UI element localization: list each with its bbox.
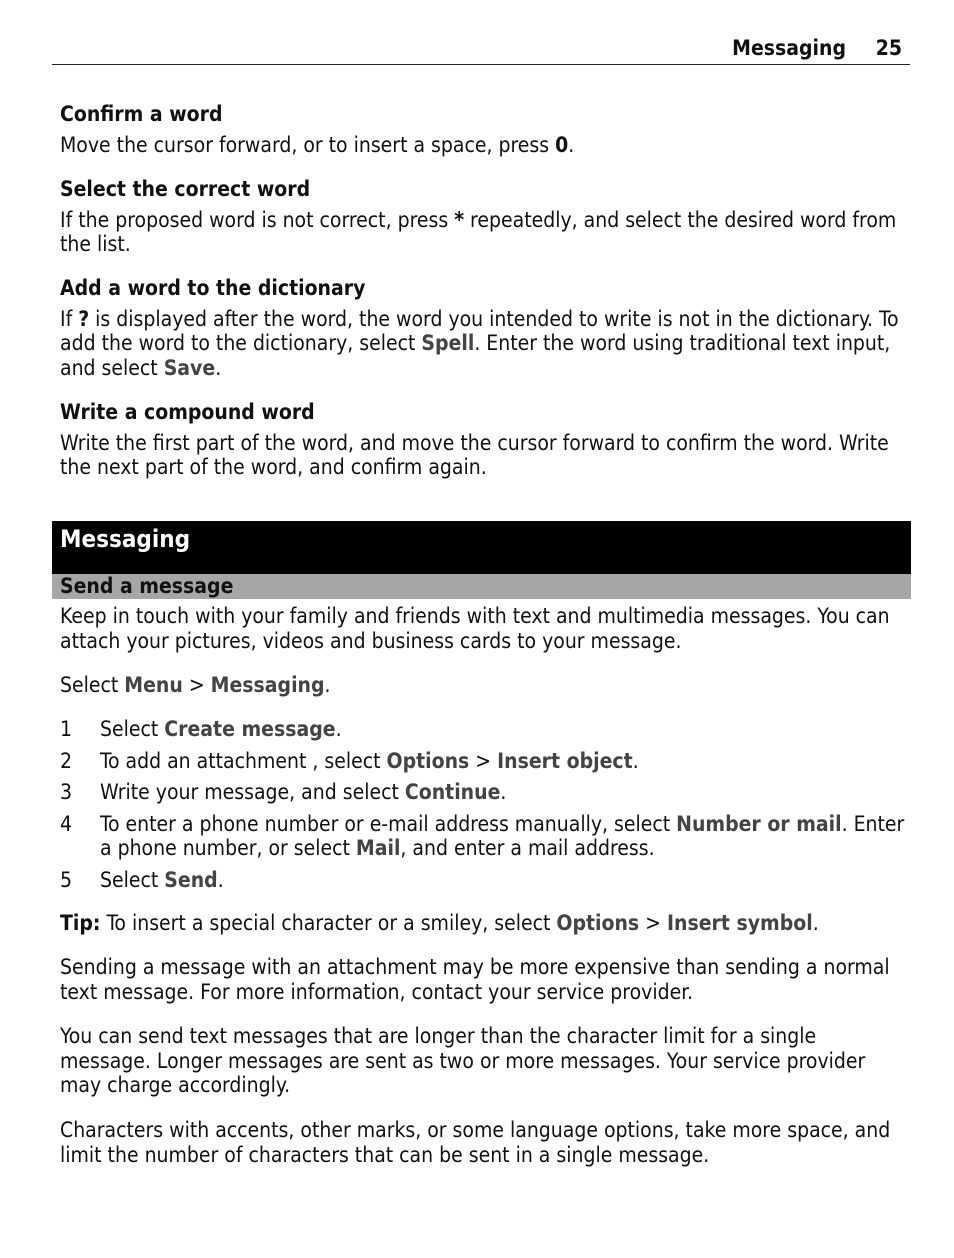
tip xyxy=(60,911,908,936)
send-intro-text: Keep in touch with your family and friends with text and multimedia messages. You can attach your pictures, videos and business cards to your message. xyxy=(60,604,890,653)
step-item: 2 To add an attachment , select Options > Insert object. xyxy=(60,748,639,773)
menu-path-text: Select Menu > Messaging. xyxy=(60,673,331,697)
para-cost-text: Sending a message with an attachment may be more expensive than sending a normal text message. For more information, contact your service provider. xyxy=(60,955,890,1004)
step-item: 4 To enter a phone number or e-mail address manually, select Number or mail. Enter a phone number, or select Mail, and enter a mail address. xyxy=(60,811,905,860)
heading-add-word: Add a word to the dictionary xyxy=(60,276,366,300)
section-select-word xyxy=(60,177,908,257)
steps-list xyxy=(60,717,908,899)
ui-mail: Mail xyxy=(355,836,401,860)
para-long-text: You can send text messages that are longer than the character limit for a single message. Longer messages are sent as two or more messages. Your service provider may charge accordingly. xyxy=(60,1024,866,1097)
para-characters xyxy=(60,1118,908,1167)
chapter-title: Messaging xyxy=(60,525,191,553)
step-number: 2 xyxy=(60,748,73,773)
step-item: 5 Select Send. xyxy=(60,867,224,892)
step-item: 1 Select Create message. xyxy=(60,717,342,741)
para-characters-text: Characters with accents, other marks, or some language options, take more space, and limit the number of characters that can be sent in a single message. xyxy=(60,1118,891,1167)
page-header xyxy=(52,34,910,65)
key-question: ? xyxy=(78,306,90,331)
tip-label: Tip: xyxy=(60,911,101,935)
step-number: 4 xyxy=(60,811,73,836)
ui-spell: Spell xyxy=(421,331,475,355)
header-section-title: Messaging xyxy=(732,36,846,60)
chapter-title-bar xyxy=(52,521,911,574)
ui-messaging: Messaging xyxy=(210,673,325,697)
ui-save: Save xyxy=(163,355,216,380)
heading-select-word: Select the correct word xyxy=(60,177,311,201)
step-number: 1 xyxy=(60,717,73,741)
para-long-messages xyxy=(60,1024,908,1098)
confirm-word-text: Move the cursor forward, or to insert a space, press 0. xyxy=(60,132,575,157)
section-title-bar xyxy=(52,574,911,599)
ui-continue: Continue xyxy=(404,780,501,804)
section-compound-word xyxy=(60,400,908,480)
send-intro xyxy=(60,604,908,653)
section-title-send-message: Send a message xyxy=(60,574,234,598)
para-cost xyxy=(60,955,908,1004)
ui-number-or-mail: Number or mail xyxy=(676,811,842,836)
page-number: 25 xyxy=(875,36,902,60)
section-add-word xyxy=(60,276,908,380)
ui-send: Send xyxy=(164,867,218,892)
select-word-text: If the proposed word is not correct, press * repeatedly, and select the desired word from the list. xyxy=(60,207,897,256)
step-number: 5 xyxy=(60,867,73,892)
key-star: * xyxy=(454,207,465,232)
compound-word-text: Write the first part of the word, and move the cursor forward to confirm the word. Write the next part of the word, and confirm again. xyxy=(60,430,889,479)
tip-text: Tip: To insert a special character or a smiley, select Options > Insert symbol. xyxy=(60,911,819,935)
heading-confirm-word: Confirm a word xyxy=(60,102,223,126)
heading-compound-word: Write a compound word xyxy=(60,400,315,424)
step-item: 3 Write your message, and select Continue. xyxy=(60,780,507,804)
ui-menu: Menu xyxy=(124,673,183,697)
ui-options: Options xyxy=(556,911,640,935)
add-word-text: If ? is displayed after the word, the word you intended to write is not in the dictionary. To add the word to the dictionary, select Spell. Enter the word using traditional text input, and select Save. xyxy=(60,306,899,380)
ui-insert-symbol: Insert symbol xyxy=(667,911,813,935)
section-confirm-word xyxy=(60,102,908,157)
ui-create-message: Create message xyxy=(164,717,336,741)
menu-path xyxy=(60,673,908,698)
ui-insert-object: Insert object xyxy=(497,748,633,773)
key-zero: 0 xyxy=(555,132,569,157)
step-number: 3 xyxy=(60,780,73,804)
ui-options: Options xyxy=(386,748,470,773)
